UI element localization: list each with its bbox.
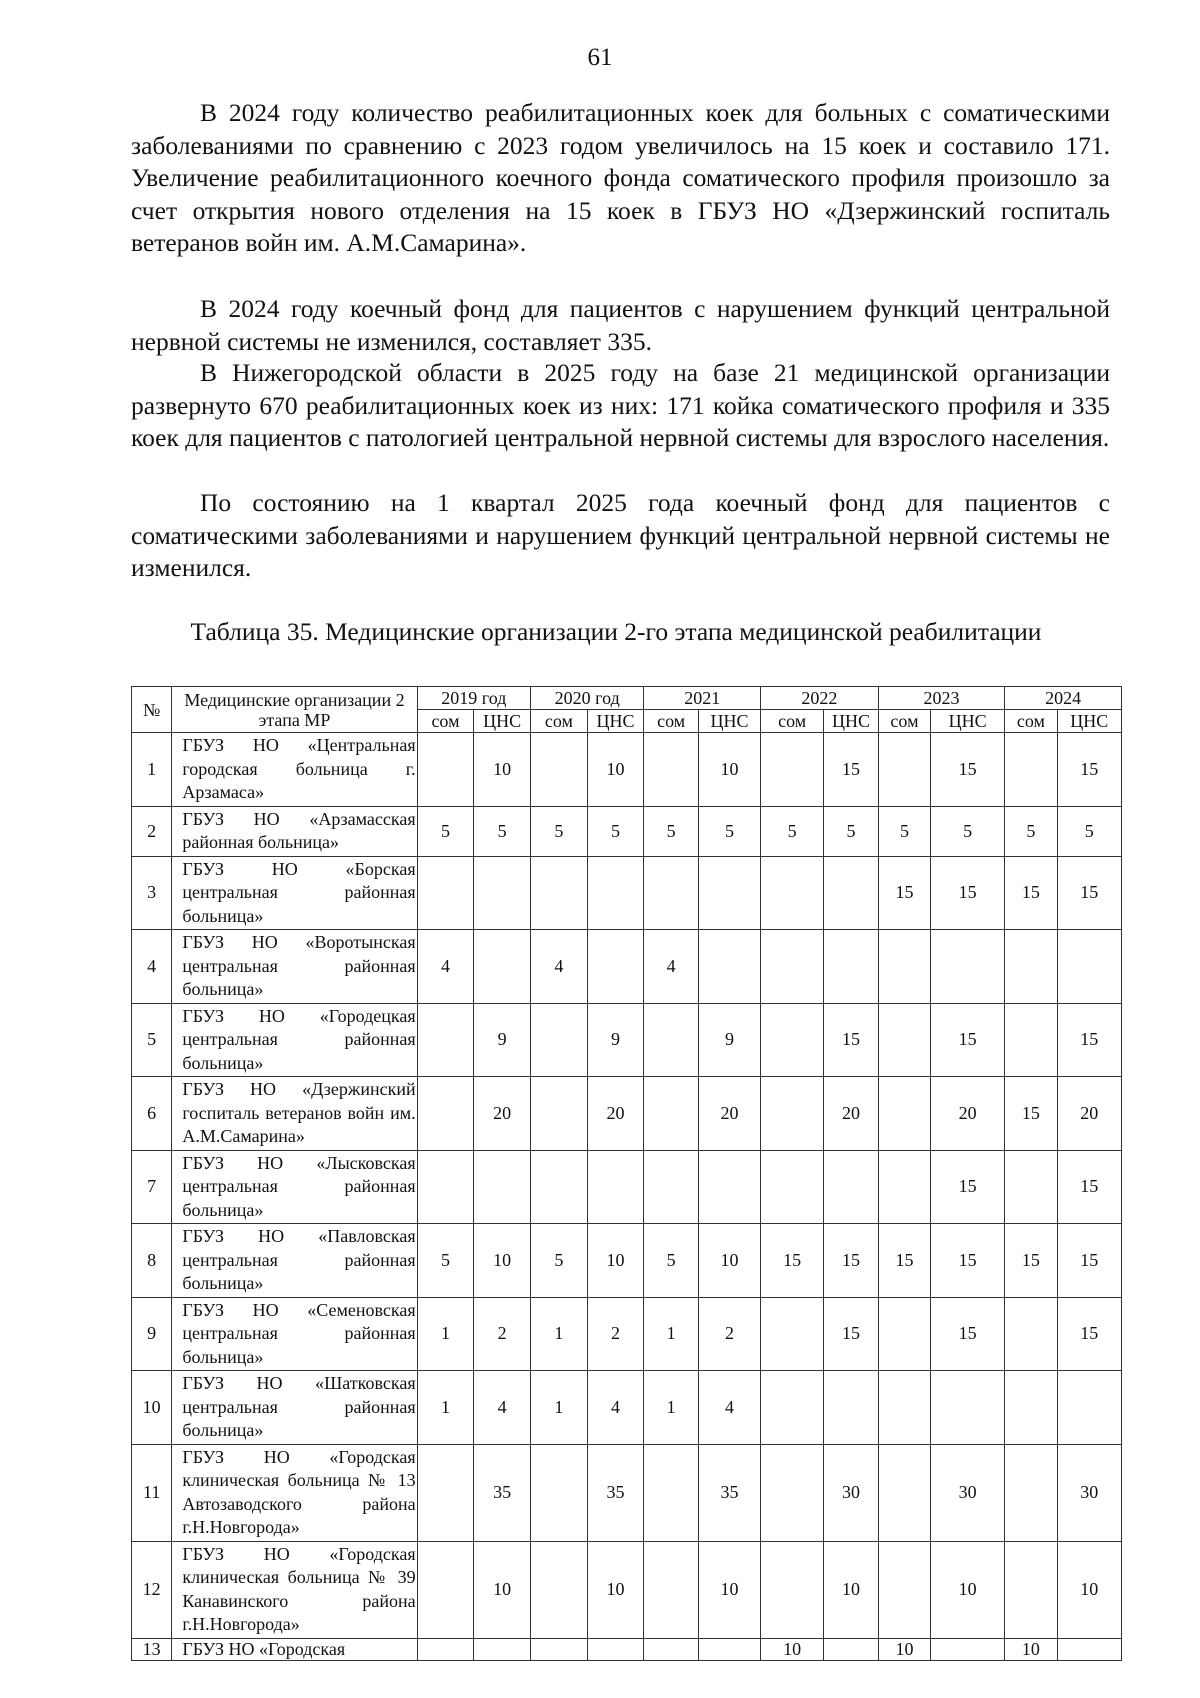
- cell-som: [761, 1371, 824, 1445]
- cell-cns: 15: [824, 1003, 879, 1077]
- cell-cns: [587, 1638, 644, 1660]
- cell-som: 15: [1005, 1224, 1057, 1298]
- table-row: [132, 1003, 1122, 1077]
- table-body: [132, 733, 1122, 1661]
- cell-cns: 2: [474, 1297, 531, 1371]
- table-row: [132, 733, 1122, 807]
- organization-name: ГБУЗ НО «Городская клиническая больница № 39 Канавинского района г.Н.Новгорода»: [172, 1541, 417, 1638]
- cell-cns: [931, 1638, 1005, 1660]
- cell-cns: 15: [1057, 856, 1121, 930]
- cell-cns: 10: [587, 1224, 644, 1298]
- cell-som: 5: [644, 1224, 699, 1298]
- header-som: сом: [644, 710, 699, 733]
- table-row: [132, 806, 1122, 856]
- cell-cns: 9: [587, 1003, 644, 1077]
- cell-cns: 9: [474, 1003, 531, 1077]
- cell-cns: 15: [931, 1224, 1005, 1298]
- header-year: 2019 год: [417, 687, 530, 710]
- cell-som: [531, 1444, 588, 1541]
- table-row: [132, 1371, 1122, 1445]
- cell-som: [531, 1638, 588, 1660]
- cell-som: [644, 733, 699, 807]
- cell-som: 15: [761, 1224, 824, 1298]
- cell-som: [1005, 1541, 1057, 1638]
- cell-som: 5: [531, 1224, 588, 1298]
- cell-cns: 15: [824, 1297, 879, 1371]
- table-row: [132, 1150, 1122, 1224]
- cell-som: [1005, 1371, 1057, 1445]
- cell-cns: 35: [587, 1444, 644, 1541]
- cell-cns: 10: [474, 1224, 531, 1298]
- cell-som: [878, 930, 930, 1004]
- cell-som: [1005, 1150, 1057, 1224]
- cell-som: 10: [1005, 1638, 1057, 1660]
- cell-som: [878, 1003, 930, 1077]
- cell-cns: 5: [587, 806, 644, 856]
- cell-som: [531, 1077, 588, 1151]
- cell-cns: 2: [587, 1297, 644, 1371]
- cell-som: 10: [878, 1638, 930, 1660]
- row-number: 13: [132, 1638, 172, 1660]
- cell-cns: [824, 1371, 879, 1445]
- cell-cns: [1057, 1371, 1121, 1445]
- organization-name: ГБУЗ НО «Павловская центральная районная больница»: [172, 1224, 417, 1298]
- cell-cns: [824, 1638, 879, 1660]
- cell-cns: [474, 930, 531, 1004]
- cell-cns: [931, 1371, 1005, 1445]
- header-cns: ЦНС: [931, 710, 1005, 733]
- table-row: [132, 1224, 1122, 1298]
- header-som: сом: [761, 710, 824, 733]
- organization-name: ГБУЗ НО «Городская клиническая больница № 13 Автозаводского района г.Н.Новгорода»: [172, 1444, 417, 1541]
- header-year: 2024: [1005, 687, 1122, 710]
- cell-som: [644, 1003, 699, 1077]
- cell-som: [417, 1444, 474, 1541]
- organization-name: ГБУЗ НО «Дзержинский госпиталь ветеранов войн им. А.М.Самарина»: [172, 1077, 417, 1151]
- cell-cns: 20: [698, 1077, 760, 1151]
- organization-name: ГБУЗ НО «Арзамасская районная больница»: [172, 806, 417, 856]
- cell-som: [878, 733, 930, 807]
- row-number: 1: [132, 733, 172, 807]
- cell-cns: 5: [698, 806, 760, 856]
- cell-cns: 5: [1057, 806, 1121, 856]
- cell-som: [644, 1150, 699, 1224]
- cell-cns: 2: [698, 1297, 760, 1371]
- header-row-years: [132, 687, 1122, 710]
- table-row: [132, 1077, 1122, 1151]
- row-number: 2: [132, 806, 172, 856]
- paragraph-2: В 2024 году коечный фонд для пациентов с нарушением функций центральной нервной системы не изменился, составляет 335.: [131, 294, 1110, 356]
- cell-cns: 10: [587, 1541, 644, 1638]
- cell-cns: 5: [824, 806, 879, 856]
- cell-cns: 35: [698, 1444, 760, 1541]
- row-number: 6: [132, 1077, 172, 1151]
- cell-som: [878, 1077, 930, 1151]
- row-number: 5: [132, 1003, 172, 1077]
- table-row: [132, 1297, 1122, 1371]
- cell-cns: 4: [587, 1371, 644, 1445]
- cell-som: 1: [644, 1371, 699, 1445]
- row-number: 3: [132, 856, 172, 930]
- cell-som: [1005, 930, 1057, 1004]
- cell-som: [878, 1444, 930, 1541]
- cell-cns: 30: [1057, 1444, 1121, 1541]
- cell-som: 5: [878, 806, 930, 856]
- cell-cns: 4: [474, 1371, 531, 1445]
- cell-som: 1: [644, 1297, 699, 1371]
- table-row: [132, 856, 1122, 930]
- organization-name: ГБУЗ НО «Семеновская центральная районная больница»: [172, 1297, 417, 1371]
- row-number: 8: [132, 1224, 172, 1298]
- row-number: 9: [132, 1297, 172, 1371]
- header-som: сом: [1005, 710, 1057, 733]
- row-number: 7: [132, 1150, 172, 1224]
- header-year: 2022: [761, 687, 879, 710]
- cell-cns: 15: [1057, 1150, 1121, 1224]
- cell-cns: 15: [1057, 1297, 1121, 1371]
- header-num: №: [132, 687, 172, 733]
- cell-cns: [824, 856, 879, 930]
- cell-som: [531, 1150, 588, 1224]
- cell-som: 4: [417, 930, 474, 1004]
- cell-cns: 10: [474, 733, 531, 807]
- paragraph-1: В 2024 году количество реабилитационных коек для больных с соматическими заболеваниями по сравнению с 2023 годом увеличилось на 15 коек и составило 171. Увеличение реабилитационного коечного фонда соматического профиля произошло за счет открытия нового отделения на 15 коек в ГБУЗ НО «Дзержинский госпиталь ветеранов войн им. А.М.Самарина».: [131, 98, 1110, 257]
- cell-cns: 5: [474, 806, 531, 856]
- header-cns: ЦНС: [474, 710, 531, 733]
- cell-cns: 15: [931, 1003, 1005, 1077]
- organization-name: ГБУЗ НО «Шатковская центральная районная больница»: [172, 1371, 417, 1445]
- cell-cns: 5: [931, 806, 1005, 856]
- cell-cns: [698, 930, 760, 1004]
- cell-cns: 20: [587, 1077, 644, 1151]
- header-cns: ЦНС: [587, 710, 644, 733]
- cell-cns: 20: [931, 1077, 1005, 1151]
- cell-som: [417, 733, 474, 807]
- cell-cns: [824, 930, 879, 1004]
- cell-cns: [698, 856, 760, 930]
- table-row: [132, 1638, 1122, 1660]
- cell-som: 5: [531, 806, 588, 856]
- cell-cns: 15: [931, 1297, 1005, 1371]
- cell-som: 4: [531, 930, 588, 1004]
- header-som: сом: [417, 710, 474, 733]
- organization-name: ГБУЗ НО «Городская: [172, 1638, 417, 1660]
- cell-som: [761, 930, 824, 1004]
- header-year: 2020 год: [531, 687, 644, 710]
- page-number: 61: [587, 44, 613, 71]
- cell-cns: 20: [824, 1077, 879, 1151]
- rehab-organizations-table: [131, 686, 1122, 1661]
- cell-cns: 4: [698, 1371, 760, 1445]
- cell-som: 1: [417, 1371, 474, 1445]
- cell-som: [644, 1444, 699, 1541]
- organization-name: ГБУЗ НО «Центральная городская больница г. Арзамаса»: [172, 733, 417, 807]
- cell-som: 5: [417, 806, 474, 856]
- header-cns: ЦНС: [824, 710, 879, 733]
- cell-som: [1005, 1003, 1057, 1077]
- cell-som: [1005, 733, 1057, 807]
- row-number: 12: [132, 1541, 172, 1638]
- cell-cns: [931, 930, 1005, 1004]
- cell-cns: [824, 1150, 879, 1224]
- cell-som: [417, 856, 474, 930]
- organization-name: ГБУЗ НО «Лысковская центральная районная больница»: [172, 1150, 417, 1224]
- cell-som: [761, 856, 824, 930]
- table-caption: Таблица 35. Медицинские организации 2-го этапа медицинской реабилитации: [190, 617, 1042, 646]
- cell-som: [417, 1077, 474, 1151]
- cell-cns: 9: [698, 1003, 760, 1077]
- organization-name: ГБУЗ НО «Воротынская центральная районная больница»: [172, 930, 417, 1004]
- header-cns: ЦНС: [698, 710, 760, 733]
- header-year: 2023: [878, 687, 1004, 710]
- cell-cns: 10: [931, 1541, 1005, 1638]
- organization-name: ГБУЗ НО «Борская центральная районная больница»: [172, 856, 417, 930]
- row-number: 11: [132, 1444, 172, 1541]
- cell-cns: 20: [1057, 1077, 1121, 1151]
- cell-som: 15: [878, 1224, 930, 1298]
- table-row: [132, 1444, 1122, 1541]
- cell-som: 10: [761, 1638, 824, 1660]
- cell-som: 1: [531, 1371, 588, 1445]
- cell-cns: 10: [587, 733, 644, 807]
- cell-som: [644, 856, 699, 930]
- cell-som: 4: [644, 930, 699, 1004]
- header-year: 2021: [644, 687, 761, 710]
- organization-name: ГБУЗ НО «Городецкая центральная районная больница»: [172, 1003, 417, 1077]
- row-number: 10: [132, 1371, 172, 1445]
- cell-som: [417, 1150, 474, 1224]
- cell-cns: 15: [824, 1224, 879, 1298]
- cell-som: [1005, 1297, 1057, 1371]
- cell-cns: [698, 1150, 760, 1224]
- cell-cns: [698, 1638, 760, 1660]
- cell-som: [531, 733, 588, 807]
- cell-som: [761, 1003, 824, 1077]
- paragraph-3: В Нижегородской области в 2025 году на базе 21 медицинской организации развернуто 670 реабилитационных коек из них: 171 койка соматического профиля и 335 коек для пациентов с патологией центральной нервной системы для взрослого населения.: [131, 358, 1110, 452]
- cell-cns: [1057, 1638, 1121, 1660]
- cell-cns: 15: [1057, 1003, 1121, 1077]
- cell-cns: [474, 1638, 531, 1660]
- cell-som: [417, 1541, 474, 1638]
- table-row: [132, 1541, 1122, 1638]
- paragraph-4: По состоянию на 1 квартал 2025 года коечный фонд для пациентов с соматическими заболеваниями и нарушением функций центральной нервной системы не изменился.: [131, 488, 1110, 582]
- row-number: 4: [132, 930, 172, 1004]
- cell-som: [878, 1150, 930, 1224]
- cell-som: [761, 1150, 824, 1224]
- cell-som: [1005, 1444, 1057, 1541]
- cell-cns: [587, 930, 644, 1004]
- cell-cns: [474, 856, 531, 930]
- cell-cns: 35: [474, 1444, 531, 1541]
- cell-cns: 15: [1057, 733, 1121, 807]
- cell-som: [644, 1638, 699, 1660]
- cell-som: [761, 1297, 824, 1371]
- cell-som: 5: [644, 806, 699, 856]
- cell-som: [531, 1003, 588, 1077]
- cell-som: 5: [761, 806, 824, 856]
- cell-som: [417, 1638, 474, 1660]
- cell-som: [761, 733, 824, 807]
- cell-cns: 15: [931, 856, 1005, 930]
- cell-som: [531, 856, 588, 930]
- cell-cns: 10: [474, 1541, 531, 1638]
- cell-som: [878, 1371, 930, 1445]
- cell-cns: [1057, 930, 1121, 1004]
- cell-som: [761, 1077, 824, 1151]
- cell-som: [644, 1077, 699, 1151]
- cell-som: [761, 1444, 824, 1541]
- cell-som: 15: [1005, 1077, 1057, 1151]
- cell-cns: 15: [931, 733, 1005, 807]
- cell-cns: 20: [474, 1077, 531, 1151]
- cell-cns: [587, 856, 644, 930]
- cell-cns: 15: [931, 1150, 1005, 1224]
- header-som: сом: [878, 710, 930, 733]
- cell-som: 5: [417, 1224, 474, 1298]
- cell-cns: [587, 1150, 644, 1224]
- cell-cns: 10: [698, 1224, 760, 1298]
- cell-cns: 30: [931, 1444, 1005, 1541]
- table-row: [132, 930, 1122, 1004]
- cell-som: 1: [417, 1297, 474, 1371]
- header-cns: ЦНС: [1057, 710, 1121, 733]
- cell-som: [644, 1541, 699, 1638]
- cell-som: [878, 1297, 930, 1371]
- cell-cns: 10: [824, 1541, 879, 1638]
- cell-som: 1: [531, 1297, 588, 1371]
- cell-cns: 15: [1057, 1224, 1121, 1298]
- cell-som: [531, 1541, 588, 1638]
- cell-cns: [474, 1150, 531, 1224]
- cell-cns: 30: [824, 1444, 879, 1541]
- cell-cns: 10: [698, 1541, 760, 1638]
- header-org: Медицинские организации 2 этапа МР: [172, 687, 417, 733]
- cell-som: 15: [1005, 856, 1057, 930]
- cell-som: 5: [1005, 806, 1057, 856]
- header-som: сом: [531, 710, 588, 733]
- cell-som: 15: [878, 856, 930, 930]
- cell-cns: 15: [824, 733, 879, 807]
- cell-som: [761, 1541, 824, 1638]
- cell-som: [878, 1541, 930, 1638]
- cell-som: [417, 1003, 474, 1077]
- cell-cns: 10: [698, 733, 760, 807]
- cell-cns: 10: [1057, 1541, 1121, 1638]
